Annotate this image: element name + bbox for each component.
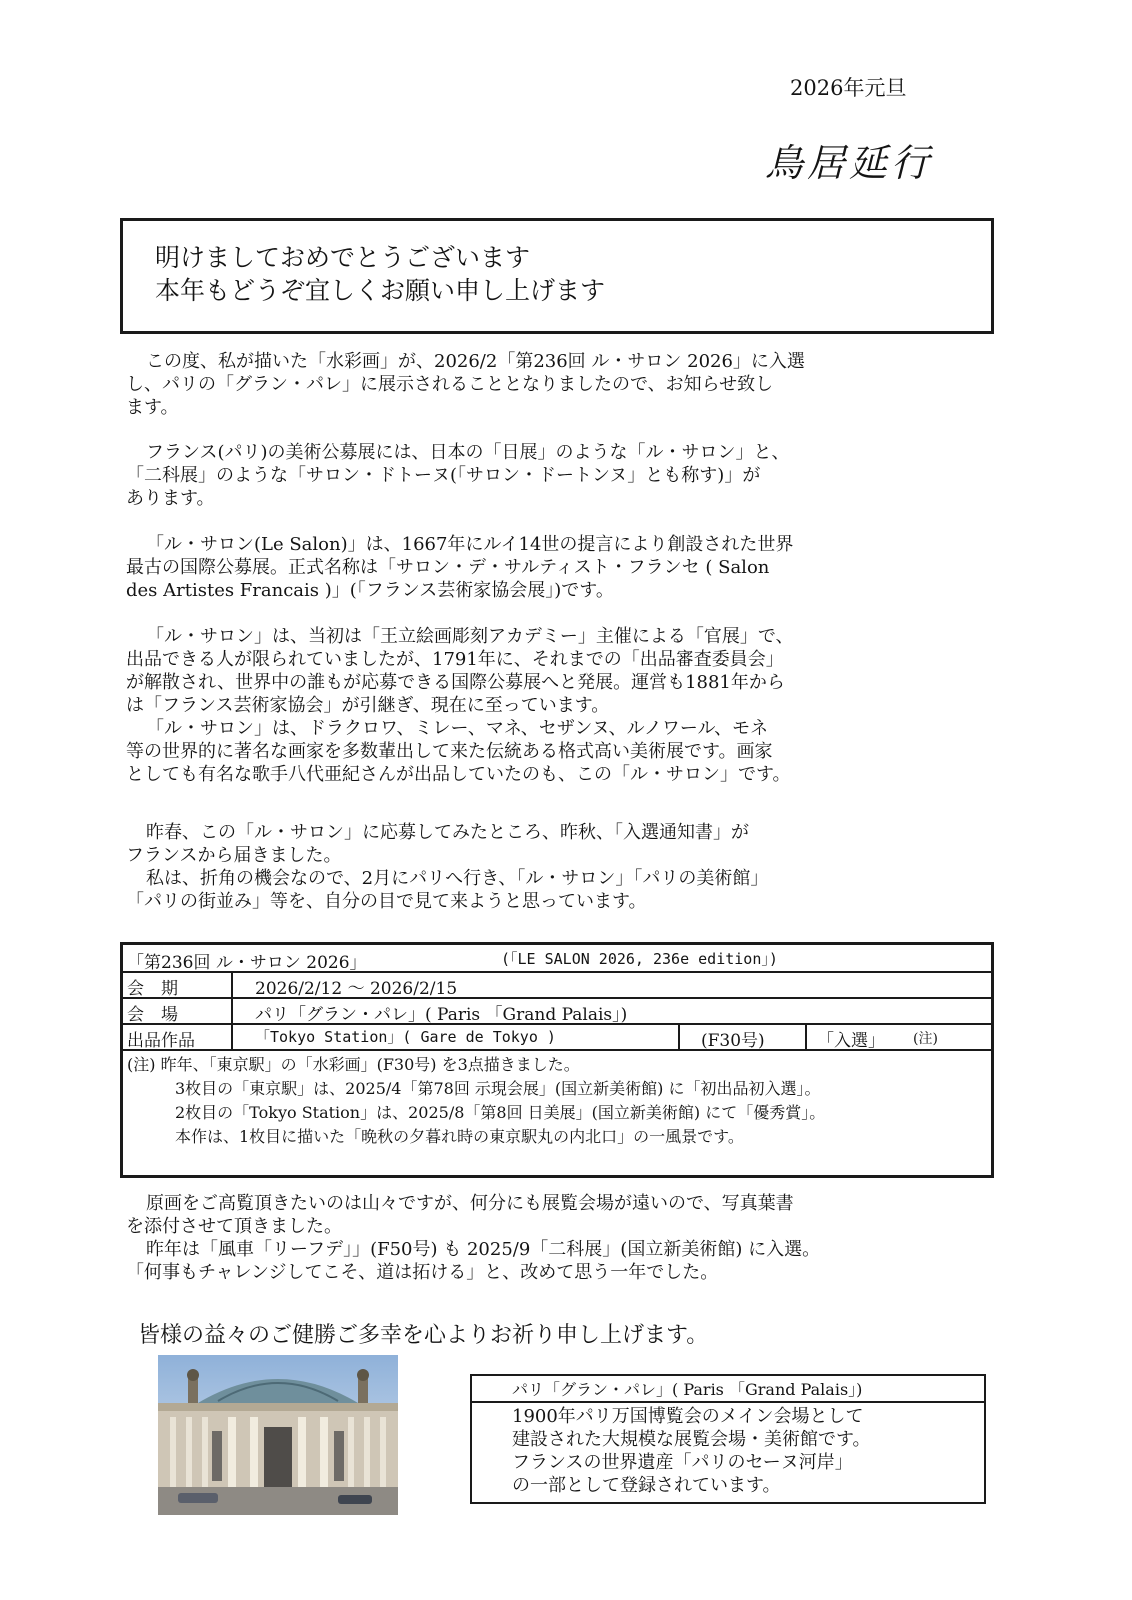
note-line: (注) 昨年、「東京駅」の「水彩画」(F30号) を3点描きました。 (127, 1055, 580, 1074)
text-line: 「ル・サロン(Le Salon)」は、1667年にルイ14世の提言により創設された世界 (146, 534, 794, 555)
grand-palais-illustration (158, 1355, 398, 1515)
new-year-greeting-box (120, 218, 994, 334)
note-line: 本作は、1枚目に描いた「晩秋の夕暮れ時の東京駅丸の内北口」の一風景です。 (175, 1127, 744, 1146)
text-line: が解散され、世界中の誰もが応募できる国際公募展へと発展。運営も1881年から (126, 672, 785, 693)
text-line: 等の世界的に著名な画家を多数輩出して来た伝統ある格式高い美術展です。画家 (126, 741, 773, 762)
work-title: 「Tokyo Station」( Gare de Tokyo ) (255, 1028, 556, 1046)
text-line: し、パリの「グラン・パレ」に展示されることとなりましたので、お知らせ致し (126, 374, 774, 395)
info-row-work (123, 1023, 991, 1051)
text-line: 「二科展」のような「サロン・ドトーヌ(「サロン・ドートンヌ」とも称す)」が (126, 465, 761, 486)
info-row-venue (123, 997, 991, 1025)
greeting-line: 本年もどうぞ宜しくお願い申し上げます (155, 276, 606, 305)
paragraph-announcement (126, 350, 966, 419)
paragraph-postcard (126, 1192, 966, 1284)
exhibition-title-en: (「LE SALON 2026, 236e edition」) (501, 950, 778, 968)
text-line: 昨年は「風車「リーフデ」」(F50号) も 2025/9「二科展」(国立新美術館) に入選。 (146, 1239, 821, 1260)
text-line: 「ル・サロン」は、当初は「王立絵画彫刻アカデミー」主催による「官展」で、 (146, 626, 794, 647)
info-row-title (123, 945, 991, 973)
table-divider (231, 1023, 233, 1049)
text-line: この度、私が描いた「水彩画」が、2026/2「第236回 ル・サロン 2026」に入選 (146, 351, 805, 372)
closing-wishes: 皆様の益々のご健勝ご多幸を心よりお祈り申し上げます。 (138, 1323, 709, 1348)
note-line: 2枚目の「Tokyo Station」は、2025/8「第8回 日美展」(国立新美術館) にて「優秀賞」。 (175, 1103, 826, 1122)
work-note-marker: (注) (913, 1031, 938, 1047)
text-line: des Artistes Francais )」(「フランス芸術家協会展」)です。 (126, 580, 614, 601)
period-value: 2026/2/12 ～ 2026/2/15 (255, 979, 458, 999)
caption-line: フランスの世界遺産「パリのセーヌ河岸」 (512, 1452, 853, 1473)
paragraph-salons (126, 441, 966, 510)
grand-palais-photo (158, 1355, 398, 1515)
caption-line: の一部として登録されています。 (512, 1475, 781, 1496)
letter-date: 2026年元旦 (790, 76, 907, 100)
text-line: あります。 (126, 488, 215, 509)
text-line: 昨春、この「ル・サロン」に応募してみたところ、昨秋、「入選通知書」が (146, 822, 749, 843)
paragraph-le-salon-details (126, 625, 966, 786)
period-label: 会 期 (127, 979, 178, 999)
info-row-period (123, 971, 991, 999)
table-divider (231, 997, 233, 1023)
text-line: ます。 (126, 397, 179, 418)
grand-palais-caption (470, 1374, 986, 1504)
text-line: を添付させて頂きました。 (126, 1216, 342, 1237)
caption-line: 建設された大規模な展覧会場・美術館です。 (512, 1429, 871, 1450)
exhibition-title-ja: 「第236回 ル・サロン 2026」 (127, 953, 367, 973)
text-line: フランスから届きました。 (126, 845, 342, 866)
text-line: 私は、折角の機会なので、2月にパリへ行き、「ル・サロン」「パリの美術館」 (146, 868, 769, 889)
table-divider (805, 1023, 807, 1049)
text-line: 「何事もチャレンジしてこそ、道は拓ける」と、改めて思う一年でした。 (126, 1262, 719, 1283)
text-line: は「フランス芸術家協会」が引継ぎ、現在に至っています。 (126, 695, 610, 716)
text-line: 「ル・サロン」は、ドラクロワ、ミレー、マネ、セザンヌ、ルノワール、モネ (146, 718, 769, 739)
table-divider (678, 1023, 680, 1049)
text-line: 「パリの街並み」等を、自分の目で見て来ようと思っています。 (126, 891, 647, 912)
text-line: フランス(パリ)の美術公募展には、日本の「日展」のような「ル・サロン」と、 (146, 442, 790, 463)
greeting-line: 明けましておめでとうございます (155, 243, 531, 272)
paragraph-selection-notice (126, 821, 966, 913)
work-result: 「入選」 (817, 1031, 885, 1051)
note-line: 3枚目の「東京駅」は、2025/4「第78回 示現会展」(国立新美術館) に「初出品初入選」。 (175, 1079, 821, 1098)
exhibition-info-table (120, 942, 994, 1178)
text-line: 原画をご高覧頂きたいのは山々ですが、何分にも展覧会場が遠いので、写真葉書 (146, 1193, 794, 1214)
author-signature: 鳥居延行 (765, 141, 934, 185)
text-line: としても有名な歌手八代亜紀さんが出品していたのも、この「ル・サロン」です。 (126, 764, 791, 785)
text-line: 出品できる人が限られていましたが、1791年に、それまでの「出品審査委員会」 (126, 649, 784, 670)
venue-label: 会 場 (127, 1005, 178, 1025)
caption-line: 1900年パリ万国博覧会のメイン会場として (512, 1406, 864, 1427)
work-notes (127, 1053, 825, 1149)
caption-body (472, 1403, 984, 1497)
paragraph-le-salon-history (126, 533, 966, 602)
table-divider (231, 971, 233, 997)
work-size: (F30号) (701, 1031, 765, 1051)
work-label: 出品作品 (127, 1031, 195, 1051)
venue-value: パリ「グラン・パレ」( Paris 「Grand Palais」) (255, 1005, 628, 1025)
text-line: 最古の国際公募展。正式名称は「サロン・デ・サルティスト・フランセ ( Salon (126, 557, 770, 578)
caption-title: パリ「グラン・パレ」( Paris 「Grand Palais」) (472, 1376, 984, 1403)
